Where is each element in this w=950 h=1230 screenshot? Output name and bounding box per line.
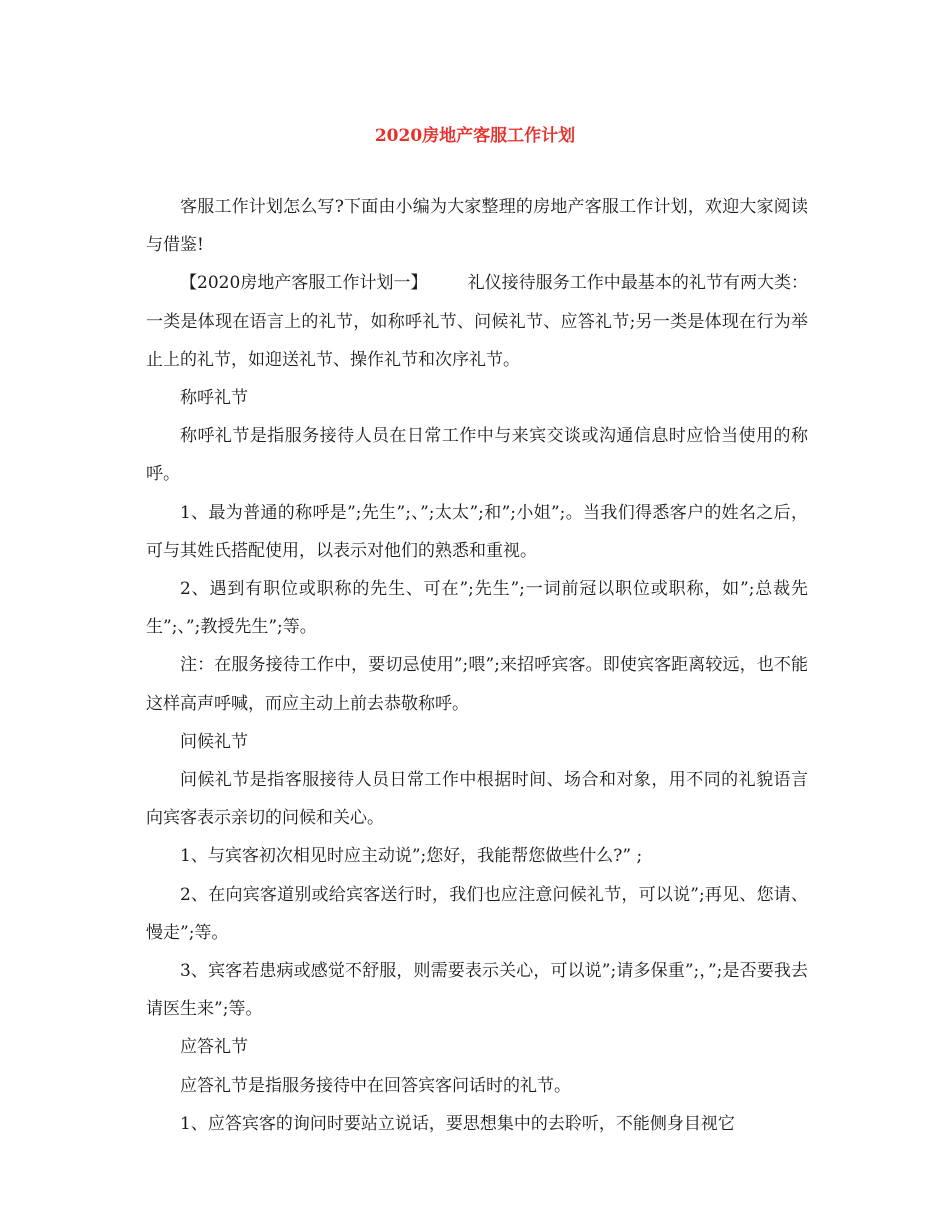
section-heading-response: 应答礼节 — [180, 1037, 248, 1058]
intro-paragraph: 客服工作计划怎么写?下面由小编为大家整理的房地产客服工作计划，欢迎大家阅读与借鉴! — [146, 197, 808, 256]
document-body — [146, 188, 808, 1143]
section-heading-greeting: 问候礼节 — [180, 731, 248, 752]
plan-one-text: 礼仪接待服务工作中最基本的礼节有两大类：一类是体现在语言上的礼节，如称呼礼节、问候礼节、应答礼节;另一类是体现在行为举止上的礼节，如迎送礼节、操作礼节和次序礼节。 — [146, 273, 809, 370]
plan-one-label: 【2020房地产客服工作计划一】 — [180, 273, 428, 294]
section-heading-address: 称呼礼节 — [180, 388, 248, 409]
paragraph: 1、与宾客初次相见时应主动说”;您好，我能帮您做些什么?” ; — [180, 846, 643, 867]
paragraph: 1、应答宾客的询问时要站立说话，要思想集中的去聆听，不能侧身目视它 — [180, 1113, 735, 1134]
paragraph: 称呼礼节是指服务接待人员在日常工作中与来宾交谈或沟通信息时应恰当使用的称呼。 — [146, 426, 808, 485]
paragraph: 3、宾客若患病或感觉不舒服，则需要表示关心，可以说”;请多保重”;，”;是否要我去请医生来”;等。 — [146, 961, 808, 1020]
note-paragraph: 注：在服务接待工作中，要切忌使用”;喂”;来招呼宾客。即使宾客距离较远，也不能这样高声呼喊，而应主动上前去恭敬称呼。 — [146, 655, 808, 714]
paragraph: 2、在向宾客道别或给宾客送行时，我们也应注意问候礼节，可以说”;再见、您请、慢走”;等。 — [146, 884, 808, 943]
plan-one-paragraph — [146, 264, 808, 379]
paragraph: 应答礼节是指服务接待中在回答宾客问话时的礼节。 — [180, 1075, 571, 1096]
document-title: 2020房地产客服工作计划 — [374, 126, 576, 146]
paragraph: 2、遇到有职位或职称的先生、可在”;先生”;一词前冠以职位或职称，如”;总裁先生”;、”;教授先生”;等。 — [146, 579, 808, 638]
paragraph: 1、最为普通的称呼是”;先生”;、”;太太”;和”;小姐”;。当我们得悉客户的姓名之后，可与其姓氏搭配使用，以表示对他们的熟悉和重视。 — [146, 502, 808, 561]
paragraph: 问候礼节是指客服接待人员日常工作中根据时间、场合和对象，用不同的礼貌语言向宾客表示亲切的问候和关心。 — [146, 770, 808, 829]
